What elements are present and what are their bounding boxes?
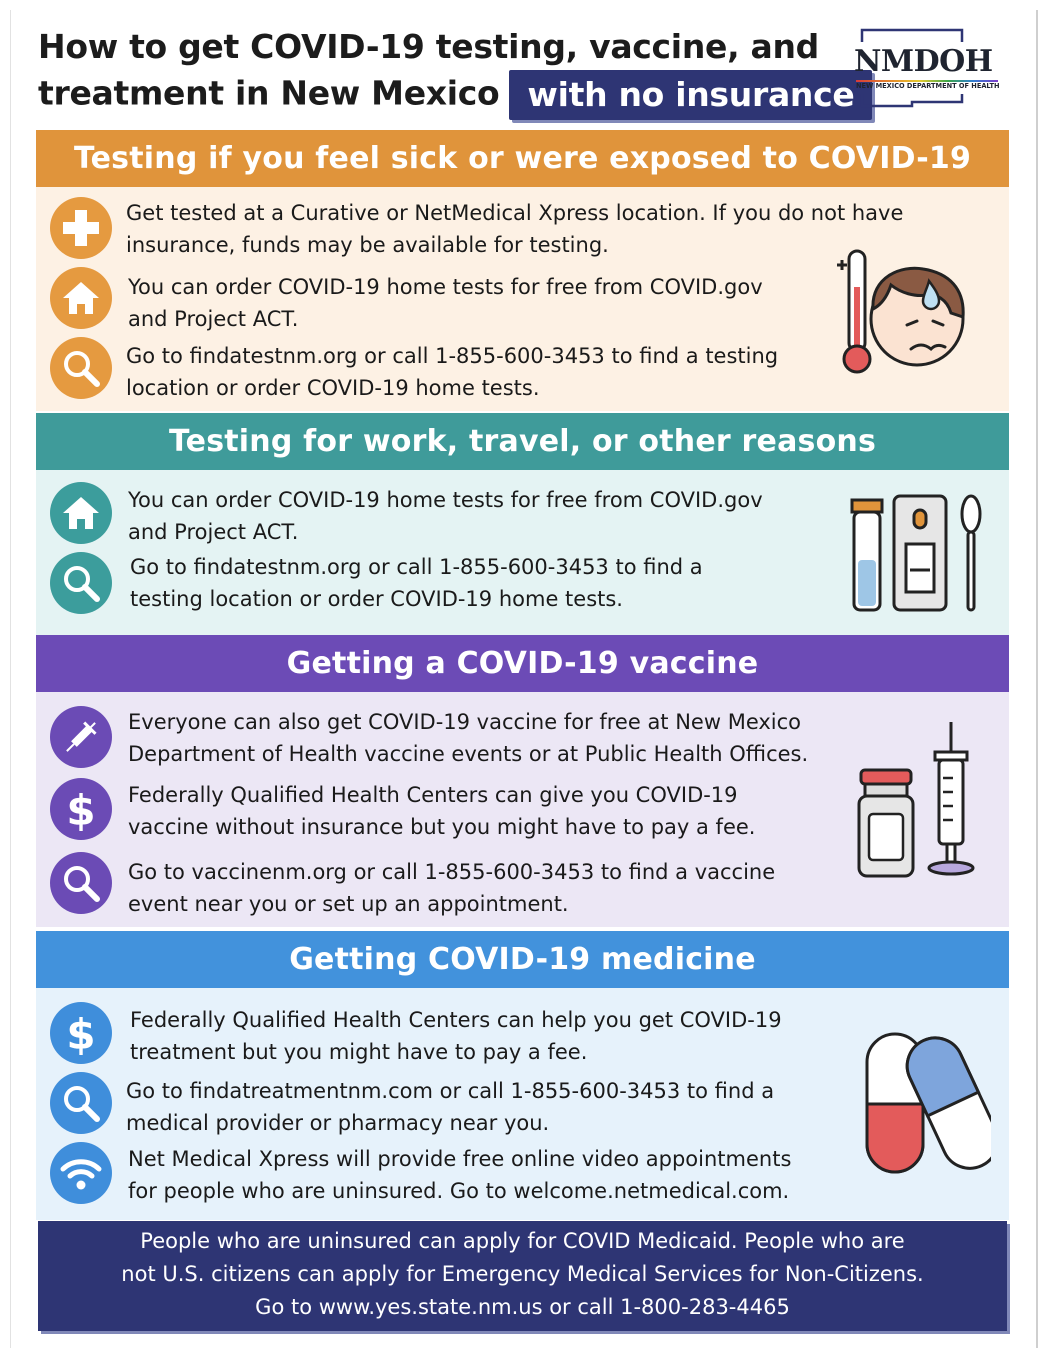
list-item: Go to findatestnm.org or call 1-855-600-3453 to find a testing location or order COVID-19 home tests. (130, 555, 703, 611)
section-body (36, 692, 1009, 927)
capsule-pills-illustration (861, 1028, 991, 1178)
section-body (36, 187, 1009, 411)
section-body (36, 470, 1009, 635)
footer-line-2: not U.S. citizens can apply for Emergency Medical Services for Non-Citizens. (121, 1262, 924, 1286)
list-item: You can order COVID-19 home tests for free from COVID.gov and Project ACT. (128, 275, 763, 331)
section-medicine (36, 931, 1009, 1220)
wifi-icon (50, 1142, 112, 1204)
section-heading: Testing if you feel sick or were exposed to COVID-19 (36, 130, 1009, 187)
plus-icon (50, 197, 112, 259)
dollar-icon (50, 778, 112, 840)
syringe-icon (50, 706, 112, 768)
list-item: Federally Qualified Health Centers can give you COVID-19 vaccine without insurance but you might have to pay a fee. (128, 783, 756, 839)
no-insurance-badge: with no insurance (509, 70, 872, 120)
section-vaccine (36, 635, 1009, 927)
list-item: You can order COVID-19 home tests for free from COVID.gov and Project ACT. (128, 488, 763, 544)
page-title (38, 24, 872, 120)
test-kit-illustration (844, 490, 994, 615)
list-item: Get tested at a Curative or NetMedical Xpress location. If you do not have insurance, funds may be available for testing. (126, 201, 904, 257)
vaccine-vial-syringe-illustration (851, 722, 981, 882)
title-line-1: How to get COVID-19 testing, vaccine, and (38, 27, 820, 66)
dollar-icon (50, 1002, 112, 1064)
search-icon (50, 337, 112, 399)
logo-wordmark: NMDOH (854, 44, 993, 79)
footer-line-1: People who are uninsured can apply for COVID Medicaid. People who are (140, 1229, 905, 1253)
svg-text:$: $ (66, 787, 96, 831)
list-item: Everyone can also get COVID-19 vaccine for free at New Mexico Department of Health vaccine events or at Public Health Offices. (128, 710, 809, 766)
search-icon (50, 1072, 112, 1134)
list-item: Federally Qualified Health Centers can help you get COVID-19 treatment but you might have to pay a fee. (130, 1008, 782, 1064)
list-item: Go to findatreatmentnm.com or call 1-855-600-3453 to find a medical provider or pharmacy near you. (126, 1079, 775, 1135)
nmdoh-logo (850, 26, 1000, 110)
home-icon (50, 267, 112, 329)
search-icon (50, 552, 112, 614)
svg-text:$: $ (66, 1011, 96, 1055)
section-testing-sick (36, 130, 1009, 411)
section-body (36, 988, 1009, 1220)
search-icon (50, 852, 112, 914)
sick-face-thermometer-illustration (831, 237, 971, 387)
section-heading: Testing for work, travel, or other reasons (36, 413, 1009, 470)
list-item: Net Medical Xpress will provide free online video appointments for people who are uninsured. Go to welcome.netmedical.com. (128, 1147, 792, 1203)
footer-banner (38, 1221, 1007, 1331)
list-item: Go to findatestnm.org or call 1-855-600-3453 to find a testing location or order COVID-19 home tests. (126, 344, 779, 400)
section-heading: Getting COVID-19 medicine (36, 931, 1009, 988)
section-testing-work-travel (36, 413, 1009, 635)
title-line-2: treatment in New Mexico (38, 73, 500, 113)
logo-subtitle: NEW MEXICO DEPARTMENT OF HEALTH (856, 82, 1000, 90)
footer-line-3: Go to www.yes.state.nm.us or call 1-800-283-4465 (255, 1295, 790, 1319)
section-heading: Getting a COVID-19 vaccine (36, 635, 1009, 692)
home-icon (50, 482, 112, 544)
list-item: Go to vaccinenm.org or call 1-855-600-3453 to find a vaccine event near you or set up an appointment. (128, 860, 776, 916)
